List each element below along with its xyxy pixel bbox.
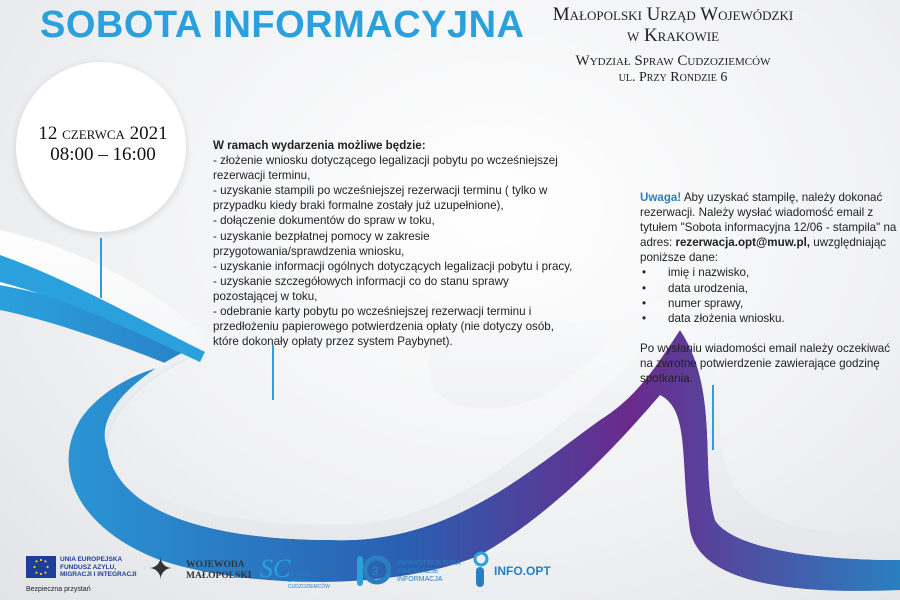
event-time: 08:00 – 16:00 (50, 144, 156, 165)
required-data-item: • data urodzenia, (640, 281, 900, 296)
office-name: Małopolski Urząd Wojewódzki (552, 4, 794, 25)
activity-line: - odebranie karty pobytu po wcześniejszej rezerwacji terminu i (213, 305, 532, 319)
activity-line: pozostającej w toku, (213, 289, 318, 303)
eagle-emblem-icon: ✦ (148, 553, 174, 586)
required-data-item: • imię i nazwisko, (640, 265, 900, 280)
activity-line: przypadku kiedy braki formalne zostały już uzupełnione), (213, 199, 504, 213)
activity-line: które dokonały opłaty przez system Paybynet). (213, 335, 453, 349)
wojewoda-text: WOJEWODA MAŁOPOLSKI (186, 560, 252, 581)
activities-pointer-line (272, 345, 274, 400)
wsc-mark-icon: SC (260, 554, 291, 583)
department-name: Wydział Spraw Cudzoziemców (575, 53, 771, 69)
reservation-notice (640, 190, 900, 386)
event-datetime (14, 124, 192, 166)
required-data-item: • numer sprawy, (640, 296, 900, 311)
activities-intro: W ramach wydarzenia możliwe będzie: (213, 139, 426, 152)
office-address: ul. Przy Rondzie 6 (618, 70, 728, 85)
activity-line: - złożenie wniosku dotyczącego legalizacji pobytu po wcześniejszej (213, 154, 558, 168)
required-data-list (640, 265, 900, 325)
activity-line: rezerwacji terminu, (213, 169, 311, 183)
iii-text: INFRASTRUKTURA INNOWACJE INFORMACJA (397, 560, 461, 583)
activity-line: przygotowania/sprawdzenia wniosku, (213, 244, 405, 258)
office-city: w Krakowie (626, 25, 720, 46)
partner-logos (0, 548, 900, 600)
eu-fund-subtitle: Bezpieczna przystań (26, 586, 91, 593)
confirmation-note: Po wysłaniu wiadomości email należy oczekiwać na zwrotne potwierdzenie zawierające godzinę spotkania. (640, 341, 891, 386)
wsc-text: WYDZIAŁ SPRAW CUDZOZIEMCÓW (288, 572, 330, 590)
notice-label: Uwaga! (640, 191, 682, 204)
event-title: SOBOTA INFORMACYJNA (40, 4, 525, 46)
notice-text-2: uwzględniając poniższe dane: (640, 236, 887, 265)
notice-text: Aby uzyskać stampilę, należy dokonać rezerwacji. Należy wysłać wiadomość email z tytułem "Sobota informacyjna 12/06 - stampila" na adres: (640, 191, 897, 250)
iii-mark-icon (355, 550, 391, 590)
reservation-email[interactable]: rezerwacja.opt@muw.pl, (675, 236, 811, 250)
eu-fund-text: UNIA EUROPEJSKA FUNDUSZ AZYLU, MIGRACJI I INTEGRACJI (60, 556, 137, 578)
activity-line: przedłożeniu papierowego potwierdzenia opłaty (nie dotyczy osób, (213, 320, 554, 334)
activity-line: - uzyskanie stampili po wcześniejszej rezerwacji terminu ( tylko w (213, 184, 548, 198)
info-opt-text: INFO.OPT (494, 564, 551, 578)
activities-list (213, 138, 603, 349)
svg-text:3: 3 (372, 564, 379, 578)
eu-flag-icon (26, 556, 56, 578)
required-data-item: • data złożenia wniosku. (640, 311, 900, 326)
notice-paragraph (640, 190, 900, 265)
date-pointer-line (100, 238, 102, 298)
activity-line: - uzyskanie bezpłatnej pomocy w zakresie (213, 229, 430, 243)
office-header (518, 4, 828, 86)
activity-line: - dołączenie dokumentów do spraw w toku, (213, 214, 435, 228)
notice-pointer-line (712, 385, 714, 450)
event-date: 12 czerwca 2021 (38, 123, 168, 144)
activity-line: - uzyskanie informacji ogólnych dotyczących legalizacji pobytu i pracy, (213, 259, 573, 273)
activity-line: - uzyskanie szczegółowych informacji co do stanu sprawy (213, 274, 509, 288)
